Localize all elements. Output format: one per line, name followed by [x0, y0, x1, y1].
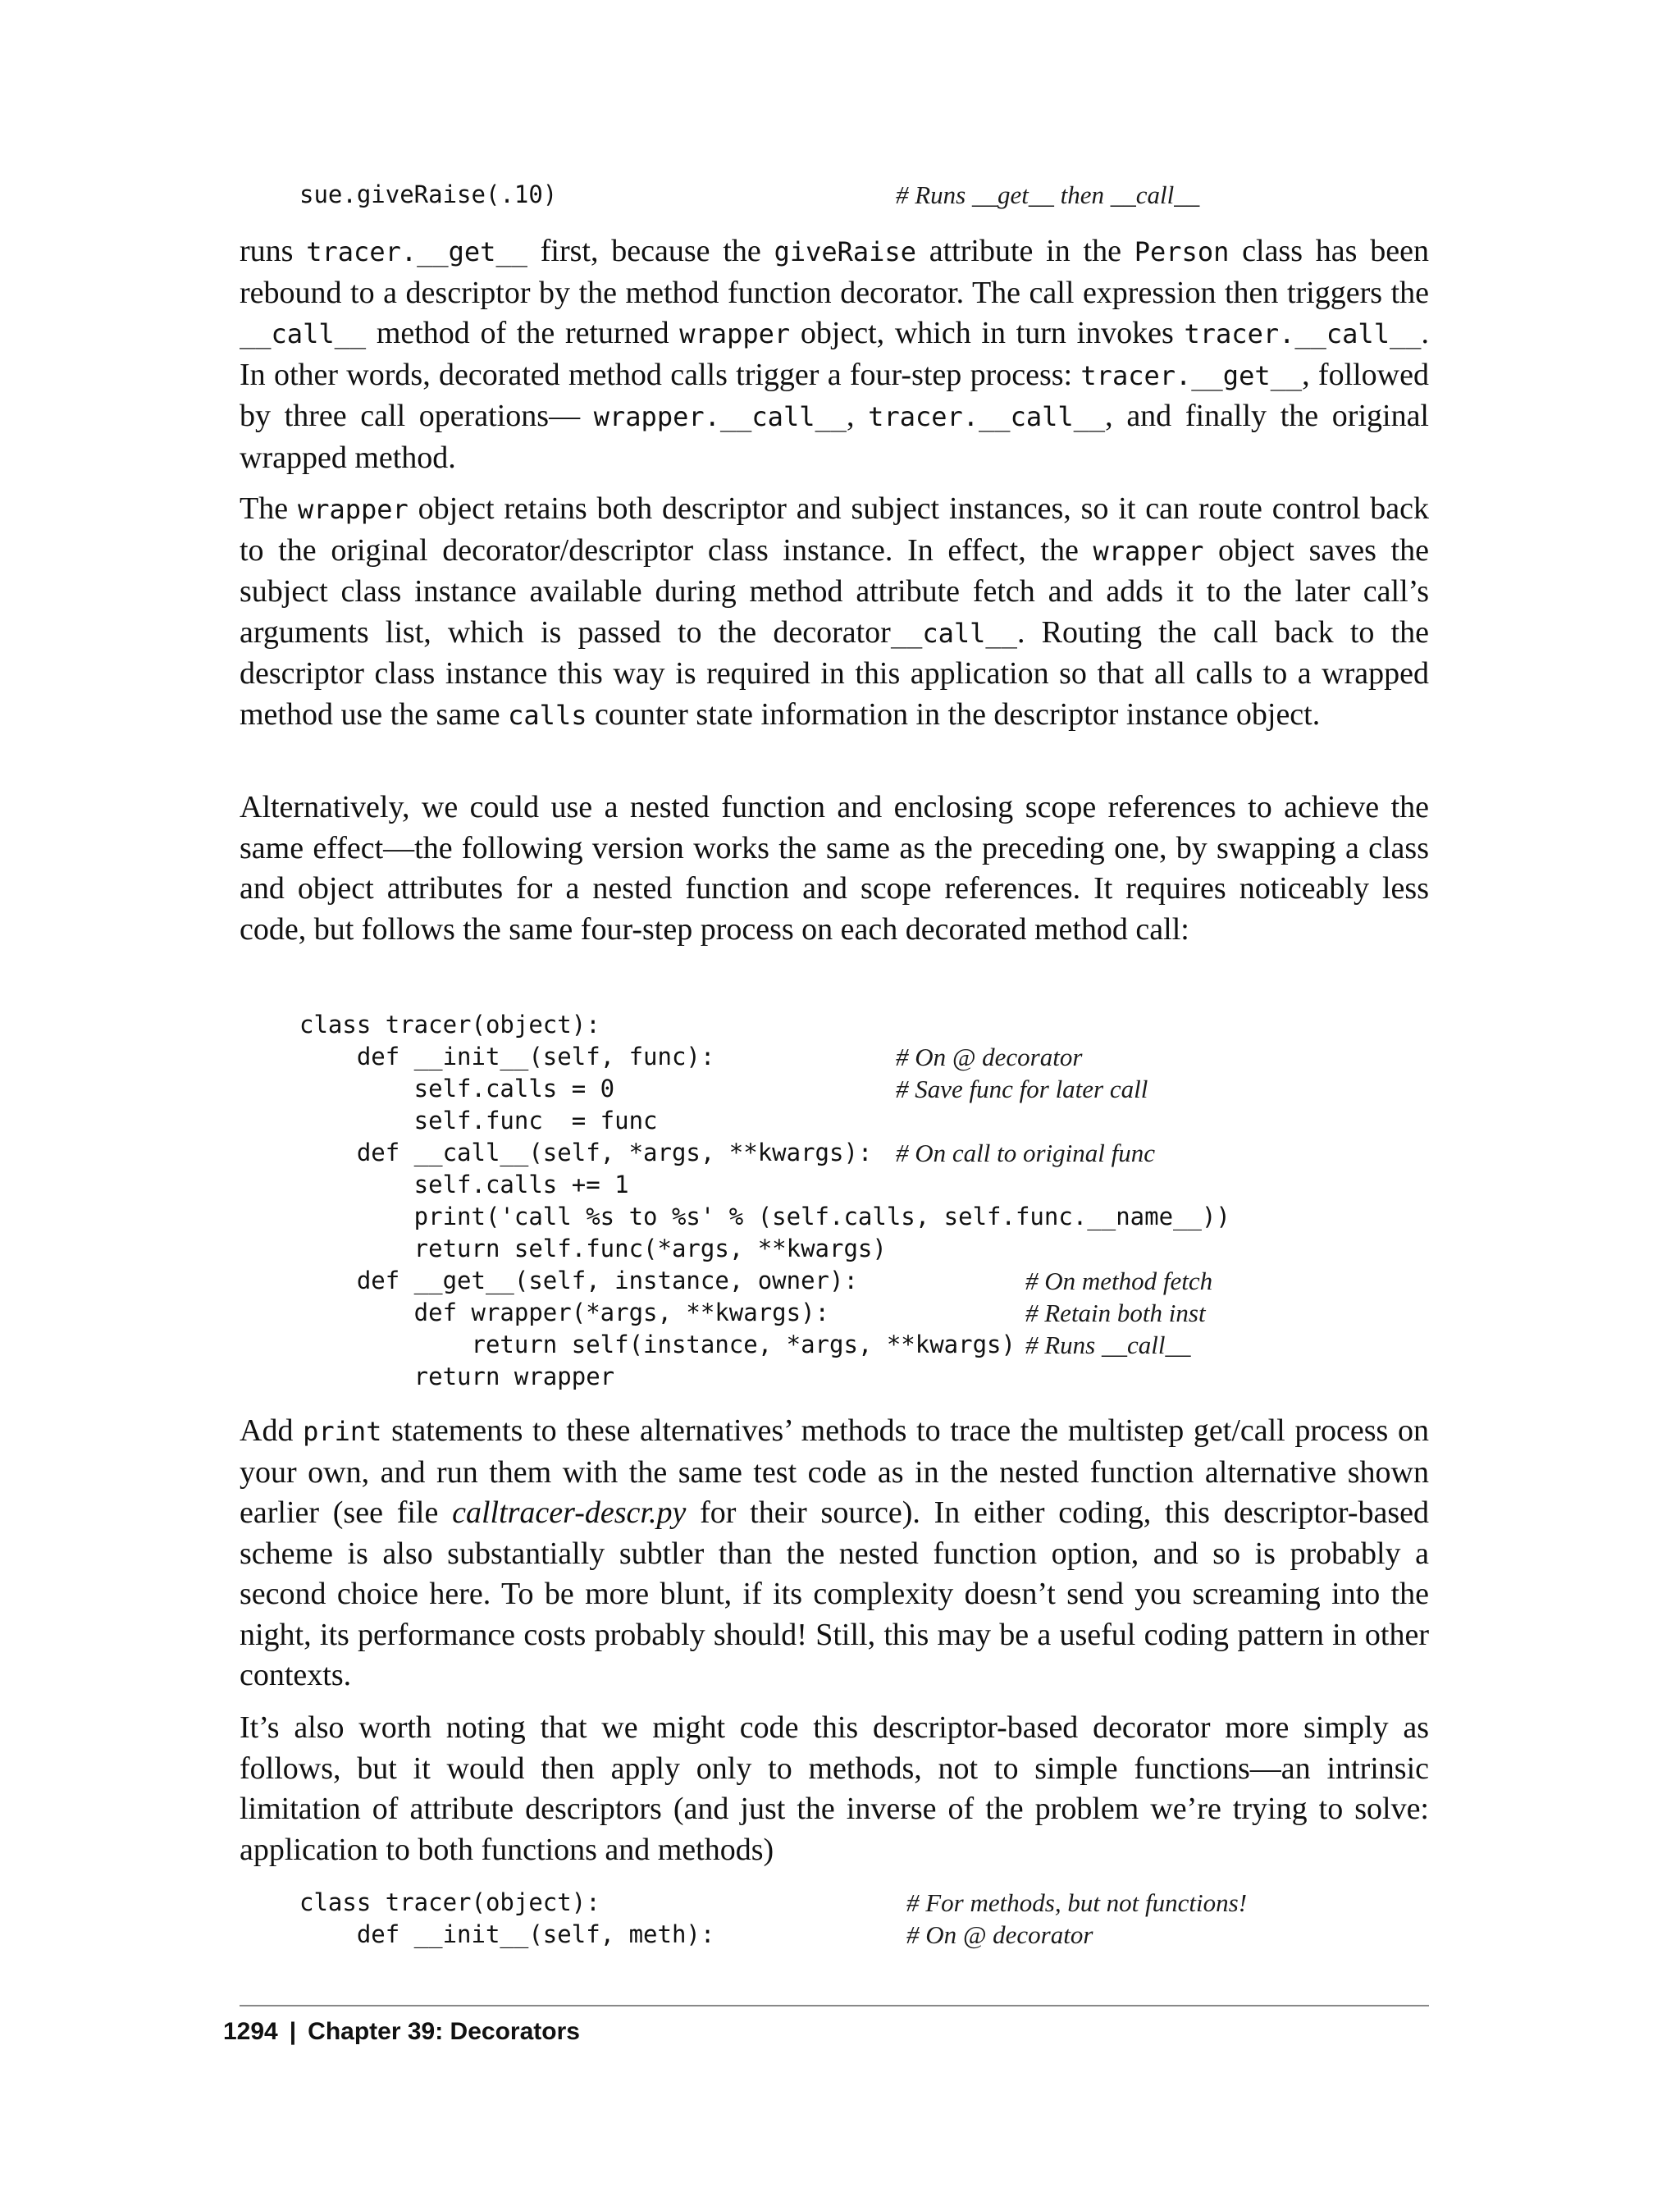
code-comment-runs-get-call: # Runs __get__ then __call__	[896, 180, 1200, 209]
code-line: class tracer(object):	[299, 1888, 600, 1916]
footer-separator: |	[289, 2018, 297, 2045]
code-line: class tracer(object):	[299, 1011, 600, 1039]
code-comment: # On @ decorator	[906, 1920, 1093, 1949]
footer-divider	[240, 2005, 1429, 2006]
paragraph-wrapper-object: The wrapper object retains both descriptor and subject instances, so it can route control back to the original decorator/descriptor class instance. In effect, the wrapper object saves the subject class instance available during method attribute fetch and adds it to the later call’s arguments list, which is passed to the decorator__call__. Routing the call back to the descriptor class instance this way is required in this application so that all calls to a wrapped method use the same calls counter state information in the descriptor instance object.	[240, 491, 1430, 732]
code-line: def wrapper(*args, **kwargs):	[299, 1299, 830, 1326]
page-footer	[223, 2018, 580, 2046]
code-line: return wrapper	[299, 1363, 615, 1390]
code-line: def __init__(self, meth):	[299, 1920, 715, 1948]
code-comment: # On @ decorator	[896, 1043, 1083, 1071]
code-comment: # For methods, but not functions!	[906, 1888, 1248, 1917]
code-line: return self.func(*args, **kwargs)	[299, 1235, 887, 1262]
paragraph-descriptor-get: runs tracer.__get__ first, because the giveRaise attribute in the Person class has been rebound to a descriptor by the method function decorator. The call expression then triggers the __call__ method of the returned wrapper object, which in turn invokes tracer.__call__. In other words, decorated method calls trigger a four-step process: tracer.__get__, followed by three call operations— wrapper.__call__, tracer.__call__, and finally the original wrapped method.	[240, 234, 1429, 475]
code-line: def __get__(self, instance, owner):	[299, 1267, 858, 1294]
code-comment: # On call to original func	[896, 1139, 1156, 1167]
code-line: self.calls = 0	[299, 1075, 615, 1102]
code-line: return self(instance, *args, **kwargs)	[299, 1331, 1016, 1358]
code-comment: # On method fetch	[1025, 1267, 1213, 1295]
code-line: print('call %s to %s' % (self.calls, self.func.__name__))	[299, 1203, 1230, 1230]
code-comment: # Runs __call__	[1025, 1331, 1191, 1359]
chapter-title: Chapter 39: Decorators	[308, 2018, 580, 2045]
code-line: self.func = func	[299, 1107, 658, 1134]
page-number: 1294	[223, 2018, 278, 2045]
code-comment: # Save func for later call	[896, 1075, 1148, 1103]
code-line: def __call__(self, *args, **kwargs):	[299, 1139, 873, 1166]
code-line: self.calls += 1	[299, 1171, 629, 1198]
code-line: def __init__(self, func):	[299, 1043, 715, 1071]
paragraph-nested-function-alternative: Alternatively, we could use a nested function and enclosing scope references to achieve the same effect—the following version works the same as the preceding one, by swapping a class and object attributes for a nested function and scope references. It requires noticeably less code, but follows the same four-step process on each decorated method call:	[240, 790, 1429, 947]
paragraph-descriptor-methods-only: It’s also worth noting that we might code this descriptor-based decorator more simply as follows, but it would then apply only to methods, not to simple functions—an intrinsic limitation of attribute descriptors (and just the inverse of the problem we’re trying to solve: application to both functions and methods)	[240, 1710, 1429, 1867]
code-line-give-raise: sue.giveRaise(.10)	[299, 180, 558, 208]
code-comment: # Retain both inst	[1025, 1299, 1206, 1327]
paragraph-add-print-statements: Add print statements to these alternatives’ methods to trace the multistep get/call process on your own, and run them with the same test code as in the nested function alternative shown earlier (see file calltracer-descr.py for their source). In either coding, this descriptor-based scheme is also substantially subtler than the nested function option, and so is probably a second choice here. To be more blunt, if its complexity doesn’t send you screaming into the night, its performance costs probably should! Still, this may be a useful coding pattern in other contexts.	[240, 1413, 1429, 1692]
